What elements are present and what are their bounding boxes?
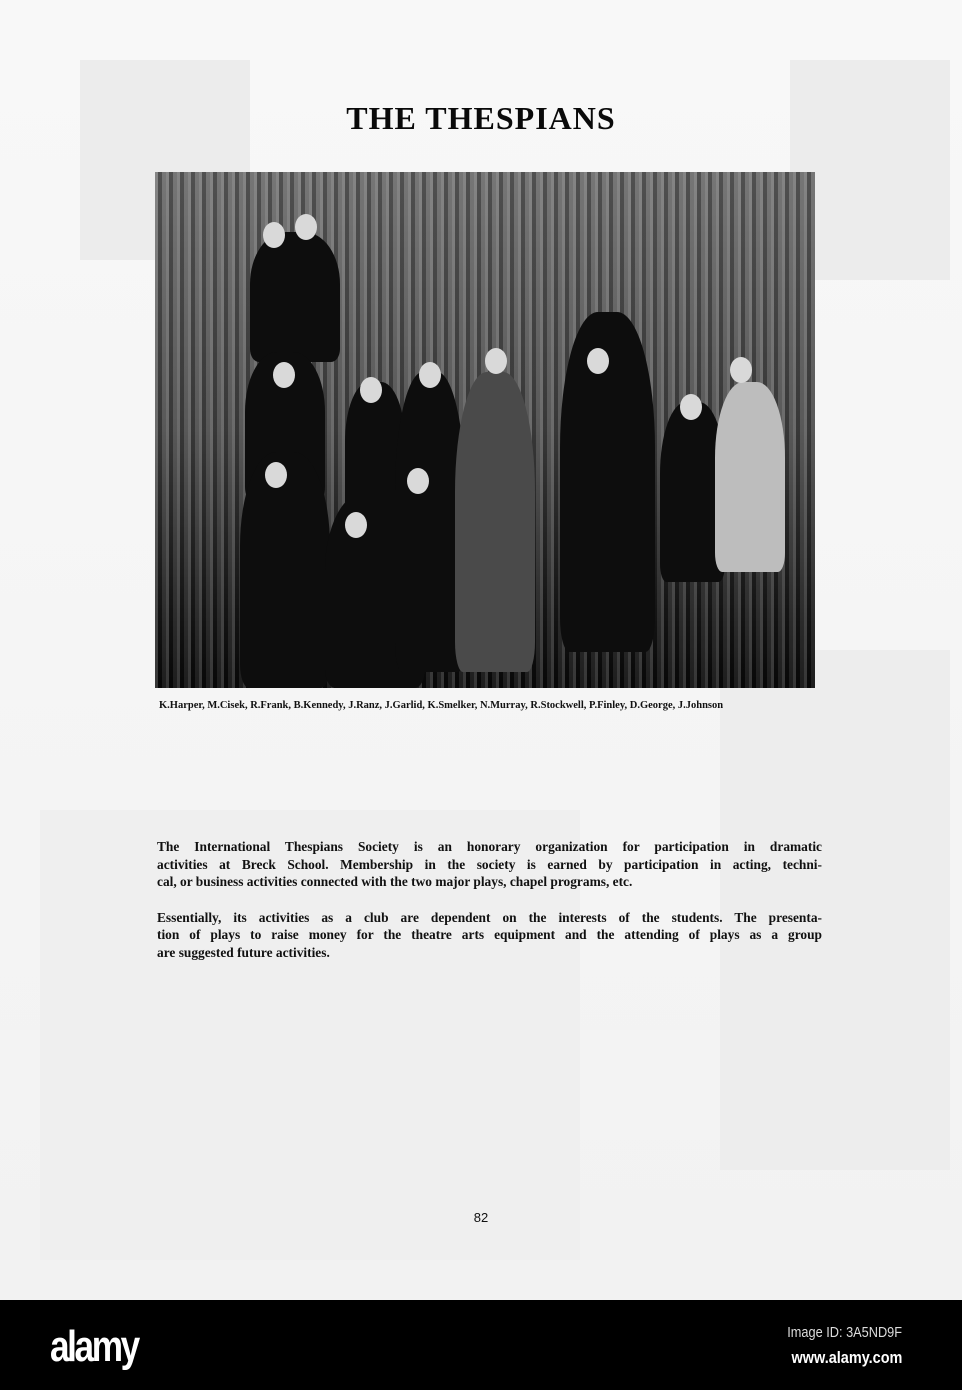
image-id: Image ID: 3A5ND9F xyxy=(787,1324,902,1341)
photo-caption: K.Harper, M.Cisek, R.Frank, B.Kennedy, J.Ranz, J.Garlid, K.Smelker, N.Murray, R.Stockwell, P.Finley, D.George, J.Johnson xyxy=(159,700,724,711)
paragraph-1-line: The International Thespians Society is an honorary organization for participation in dramatic xyxy=(157,839,822,854)
alamy-logo: alamy xyxy=(50,1322,138,1371)
paragraph-2-line: are suggested future activities. xyxy=(157,944,330,960)
page-number: 82 xyxy=(473,1210,489,1225)
body-text xyxy=(157,838,822,962)
watermark-url: www.alamy.com xyxy=(791,1348,902,1367)
paragraph-2-line: Essentially, its activities as a club are dependent on the interests of the students. The presenta- xyxy=(157,909,822,925)
paragraph-1-line: cal, or business activities connected with the two major plays, chapel programs, etc. xyxy=(157,874,633,890)
watermark-bar xyxy=(0,1300,962,1390)
group-photo xyxy=(155,172,815,688)
page-title: THE THESPIANS xyxy=(346,100,616,136)
paragraph-2-line: tion of plays to raise money for the theatre arts equipment and the attending of plays as a group xyxy=(157,927,822,943)
paragraph-1-line: activities at Breck School. Membership in the society is earned by participation in acting, techni- xyxy=(157,856,822,872)
